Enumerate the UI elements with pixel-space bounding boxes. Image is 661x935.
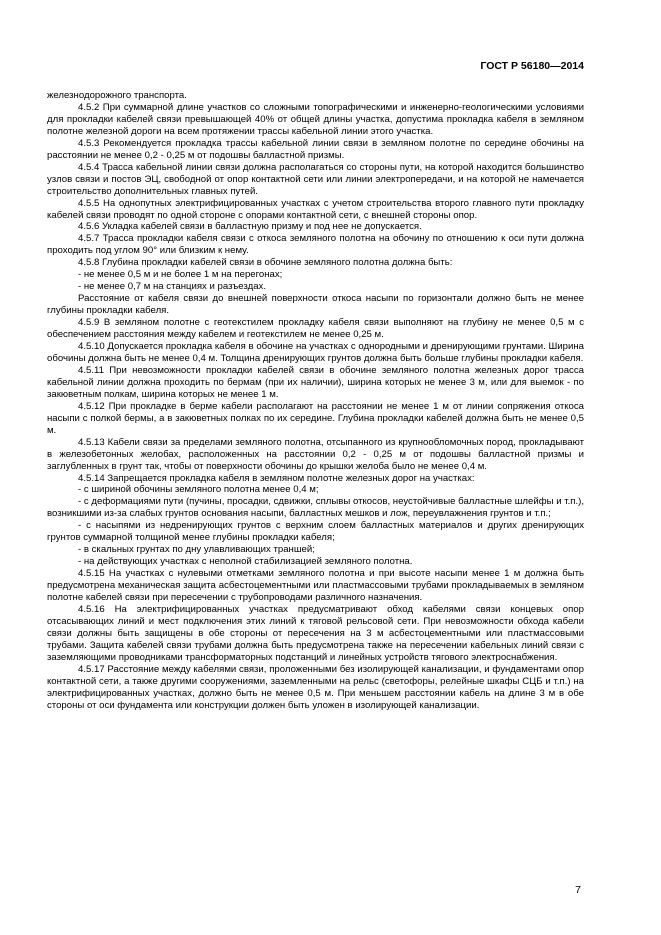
paragraph: Расстояние от кабеля связи до внешней поверхности откоса насыпи по горизонтали должно быть не менее глубины прокладки кабеля. [47, 293, 584, 317]
paragraph: 4.5.3 Рекомендуется прокладка трассы кабельной линии связи в земляном полотне по середине обочины на расстоянии не менее 0,2 - 0,25 м от подошвы балластной призмы. [47, 137, 584, 161]
paragraph: 4.5.13 Кабели связи за пределами земляного полотна, отсыпанного из крупнообломочных пород, прокладывают в железобетонных желобах, расположенных на расстоянии 0,2 - 0,25 м от подошвы балластной призмы и заглубленных в грунт так, чтобы от поверхности обочины до крышки желоба было не менее 0,4 м. [47, 436, 584, 472]
document-code-header: ГОСТ Р 56180—2014 [480, 60, 584, 72]
document-body [47, 90, 584, 712]
page-number: 7 [575, 884, 581, 896]
paragraph: железнодорожного транспорта. [47, 90, 187, 101]
paragraph: - не менее 0,7 м на станциях и разъездах. [78, 281, 266, 293]
paragraph: 4.5.2 При суммарной длине участков со сложными топографическими и инженерно-геологическими условиями для прокладки кабелей связи превышающей 40% от общей длины участка, допустима прокладка кабеля в земляном полотне железной дороги на всем протяжении трассы кабельной линии этого участка. [47, 101, 584, 137]
paragraph: 4.5.15 На участках с нулевыми отметками земляного полотна и при высоте насыпи менее 1 м должна быть предусмотрена механическая защита асбестоцементными или пластмассовыми трубами прокладываемых в земляном полотне кабелей связи при пересечении с трубопроводами различного назначения. [47, 568, 584, 604]
paragraph: - в скальных грунтах по дну улавливающих траншей; [78, 544, 315, 556]
paragraph: - не менее 0,5 м и не более 1 м на перегонах; [78, 269, 283, 281]
paragraph: - на действующих участках с неполной стабилизацией земляного полотна. [78, 556, 413, 568]
paragraph: 4.5.16 На электрифицированных участках предусматривают обход кабелями связи концевых опор отсасывающих линий и мест подключения этих линий к тяговой рельсовой сети. При невозможности обхода кабели связи должны быть защищены в обе стороны от пересечения на 3 м асбестоцементными или пластмассовыми трубами. Защита кабелей связи трубами должна быть предусмотрена также на пересечении кабельных линий связи с заземляющими проводниками трансформаторных подстанций и линейных устройств тягового электроснабжения. [47, 603, 584, 663]
paragraph: 4.5.10 Допускается прокладка кабеля в обочине на участках с однородными и дренирующими грунтами. Ширина обочины должна быть не менее 0,4 м. Толщина дренирующих грунтов должна быть больше глубины прокладки кабеля. [47, 341, 584, 364]
paragraph: 4.5.4 Трасса кабельной линии связи должна располагаться со стороны пути, на которой находится большинство узлов связи и постов ЭЦ, свободной от опор контактной сети или линии электропередачи, и на которой не намечается строительство дополнительных главных путей. [47, 161, 584, 197]
paragraph: 4.5.6 Укладка кабелей связи в балластную призму и под нее не допускается. [78, 221, 422, 233]
paragraph: 4.5.8 Глубина прокладки кабелей связи в обочине земляного полотна должна быть: [78, 257, 453, 269]
paragraph: - с насыпями из недренирующих грунтов с верхним слоем балластных материалов и других дренирующих грунтов суммарной толщиной менее глубины прокладки кабеля; [47, 520, 584, 544]
paragraph: 4.5.17 Расстояние между кабелями связи, проложенными без изолирующей канализации, и фундаментами опор контактной сети, а также другими сооружениями, заземленными на рельс (светофоры, релейные шкафы СЦБ и т.п.) на электрифицированных участках, должно быть не менее 0,5 м. При меньшем расстоянии кабель на длине 3 м в обе стороны от оси фундамента или конструкции должен быть уложен в изолирующей канализации. [47, 663, 584, 711]
paragraph: 4.5.9 В земляном полотне с геотекстилем прокладку кабеля связи выполняют на глубину не менее 0,5 м с обеспечением расстояния между кабелем и геотекстилем не менее 0,25 м. [47, 317, 584, 341]
paragraph: - с деформациями пути (пучины, просадки, сдвижки, сплывы откосов, неустойчивые балластные шлейфы и т.п.), возникшими из-за слабых грунтов основания насыпи, балластных мешков и лож, переувлажнения грунтов и т.п.; [47, 496, 584, 520]
paragraph: 4.5.14 Запрещается прокладка кабеля в земляном полотне железных дорог на участках: [78, 472, 475, 484]
paragraph: - с шириной обочины земляного полотна менее 0,4 м; [78, 484, 319, 496]
paragraph: 4.5.7 Трасса прокладки кабеля связи с откоса земляного полотна на обочину по отношению к оси пути должна проходить под углом 90° или близким к нему. [47, 233, 584, 257]
paragraph: 4.5.5 На однопутных электрифицированных участках с учетом строительства второго главного пути прокладку кабелей связи проводят по одной стороне с опорами контактной сети, с внешней стороны опор. [47, 197, 584, 221]
paragraph: 4.5.11 При невозможности прокладки кабелей связи в обочине земляного полотна железных дорог трасса кабельной линии должна проходить по бермам (при их наличии), ширина которых не менее 3 м, или для выемок - по закюветным полкам, ширина которых не менее 1 м. [47, 364, 584, 400]
paragraph: 4.5.12 При прокладке в берме кабели располагают на расстоянии не менее 1 м от линии сопряжения откоса насыпи с полкой бермы, а в закюветных полках по их середине. Глубина прокладки кабелей должна быть не менее 0,5 м. [47, 400, 584, 436]
